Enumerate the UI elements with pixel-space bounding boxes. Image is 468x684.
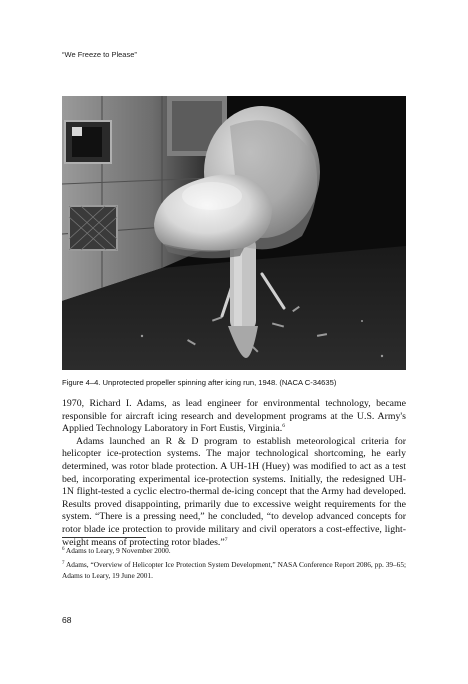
footnotes: [62, 545, 406, 585]
figure-photo: [62, 96, 406, 370]
footnote-divider: [62, 537, 146, 538]
page-number: 68: [62, 615, 72, 625]
footnote-mark: 6: [62, 547, 65, 552]
figure-caption: Figure 4–4. Unprotected propeller spinning after icing run, 1948. (NACA C-34635): [62, 378, 337, 387]
footnote-7: [62, 559, 406, 581]
paragraph-1-text: 1970, Richard I. Adams, as lead engineer for environmental technology, became responsible for aircraft icing research and development programs at the U.S. Army's Applied Technology Laboratory in Fort Eustis, Virginia.: [62, 398, 406, 435]
footnote-ref-6[interactable]: 6: [282, 423, 285, 430]
propeller-ice-photo: [62, 96, 406, 370]
running-head: “We Freeze to Please”: [62, 50, 137, 59]
body-text: [62, 398, 406, 549]
footnote-ref-7[interactable]: 7: [224, 536, 228, 543]
paragraph-1: [62, 398, 406, 436]
footnote-text: Adams to Leary, 9 November 2000.: [65, 546, 171, 555]
footnote-text: Adams, “Overview of Helicopter Ice Protection System Development,” NASA Conference Report 2086, pp. 39–65; Adams to Leary, 19 June 2001.: [62, 560, 406, 581]
paragraph-2: [62, 436, 406, 549]
paragraph-2-text: Adams launched an R & D program to establish meteorological criteria for helicopter ice-protection systems. The major technological shortcoming, he early determined, was rotor blade protection. A UH-1H (Huey) was modified to act as a test bed, incorporating experimental ice-protection systems. Initially, the redesigned UH-1N flight-tested a cyclic electro-thermal de-icing concept that the Army had developed. Results proved disappointing, primarily due to excessive weight requirements for the system. “There is a pressing need,” he concluded, “to develop advanced concepts for rotor blade ice protection to provide military and civil operators a cost-effective, light-weight means of protecting rotor blades.”: [62, 435, 406, 548]
footnote-6: [62, 545, 406, 556]
footnote-mark: 7: [62, 561, 65, 567]
